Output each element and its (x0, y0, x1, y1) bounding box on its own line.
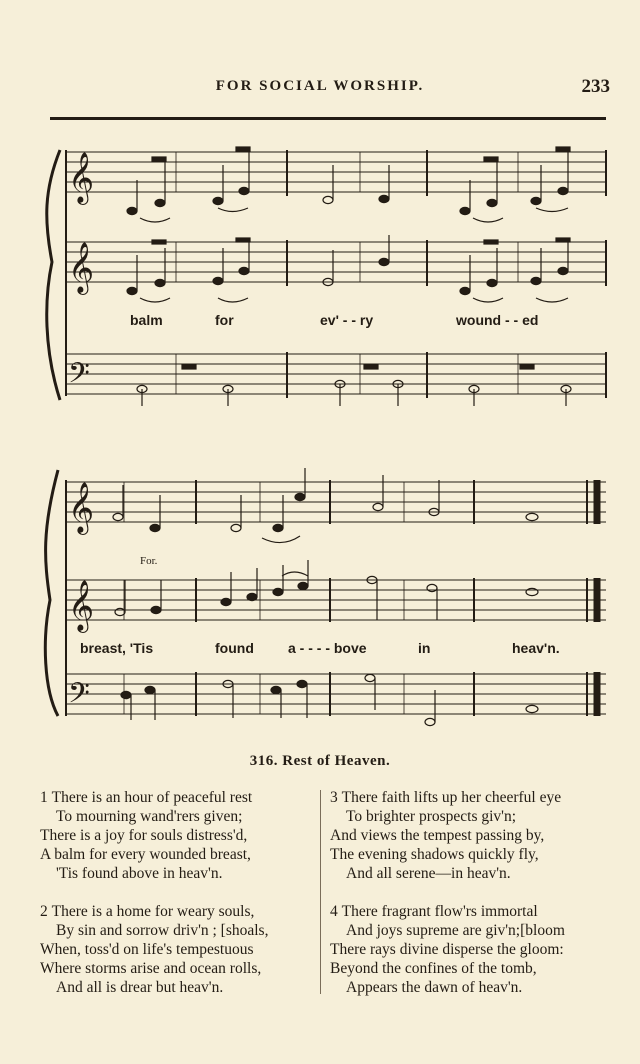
lyric-syllable: in (418, 640, 431, 656)
verse-4 (330, 902, 565, 997)
verse-line: There is a joy for souls distress'd, (40, 827, 248, 844)
treble-clef-icon: 𝄞 (68, 242, 95, 293)
lyric-syllable: wound - - ed (456, 312, 539, 328)
lyric-syllable: ev' - - ry (320, 312, 374, 328)
lyric-syllable: a - - - - bove (288, 640, 367, 656)
verse-number: 2 (40, 903, 48, 920)
lyric-syllable: balm (130, 312, 163, 328)
verse-line: Appears the dawn of heav'n. (346, 979, 523, 996)
verse-line: And all is drear but heav'n. (56, 979, 224, 996)
verse-line: A balm for every wounded breast, (40, 846, 251, 863)
page-number: 233 (581, 76, 610, 97)
verse-1 (40, 788, 252, 883)
verse-number: 3 (330, 789, 338, 806)
verse-number: 1 (40, 789, 48, 806)
cue-marking: For. (140, 555, 158, 567)
verse-line: By sin and sorrow driv'n ; [shoals, (56, 922, 269, 939)
lyric-syllable: breast, 'Tis (80, 640, 154, 656)
lyric-syllable: heav'n. (512, 640, 560, 656)
column-divider (320, 790, 321, 994)
verse-line: Beyond the confines of the tomb, (330, 960, 537, 977)
verse-number: 4 (330, 903, 338, 920)
treble-clef-icon: 𝄞 (68, 482, 95, 533)
verse-line: There fragrant flow'rs immortal (341, 903, 538, 920)
verse-3 (330, 788, 561, 883)
verse-line: There rays divine disperse the gloom: (330, 941, 564, 958)
verse-line: There is an hour of peaceful rest (51, 789, 253, 806)
verse-line: 'Tis found above in heav'n. (56, 865, 223, 882)
verse-line: There faith lifts up her cheerful eye (341, 789, 562, 806)
bass-clef-icon: 𝄢 (68, 357, 90, 397)
hymn-title: 316. Rest of Heaven. (249, 753, 391, 769)
bass-clef-icon: 𝄢 (68, 677, 90, 717)
staff-treble-3 (66, 482, 606, 522)
lyric-syllable: found (215, 640, 254, 656)
verse-line: To mourning wand'rers given; (56, 808, 243, 825)
lyric-syllable: for (215, 312, 234, 328)
verse-line: The evening shadows quickly fly, (330, 846, 539, 863)
verse-line: Where storms arise and ocean rolls, (40, 960, 262, 977)
treble-clef-icon: 𝄞 (68, 580, 95, 631)
staff-bass-2 (66, 674, 606, 714)
staff-treble-1 (66, 152, 606, 192)
treble-clef-icon: 𝄞 (68, 152, 95, 203)
verse-line: And joys supreme are giv'n;[bloom (346, 922, 565, 939)
verse-line: When, toss'd on life's tempestuous (40, 941, 254, 958)
verse-line: There is a home for weary souls, (51, 903, 255, 920)
staff-treble-2 (66, 242, 606, 282)
verse-2 (40, 902, 268, 997)
verse-line: To brighter prospects giv'n; (346, 808, 517, 825)
verse-line: And all serene—in heav'n. (346, 865, 511, 882)
staff-treble-4 (66, 580, 606, 620)
running-title: FOR SOCIAL WORSHIP. (215, 78, 425, 94)
verse-line: And views the tempest passing by, (330, 827, 545, 844)
